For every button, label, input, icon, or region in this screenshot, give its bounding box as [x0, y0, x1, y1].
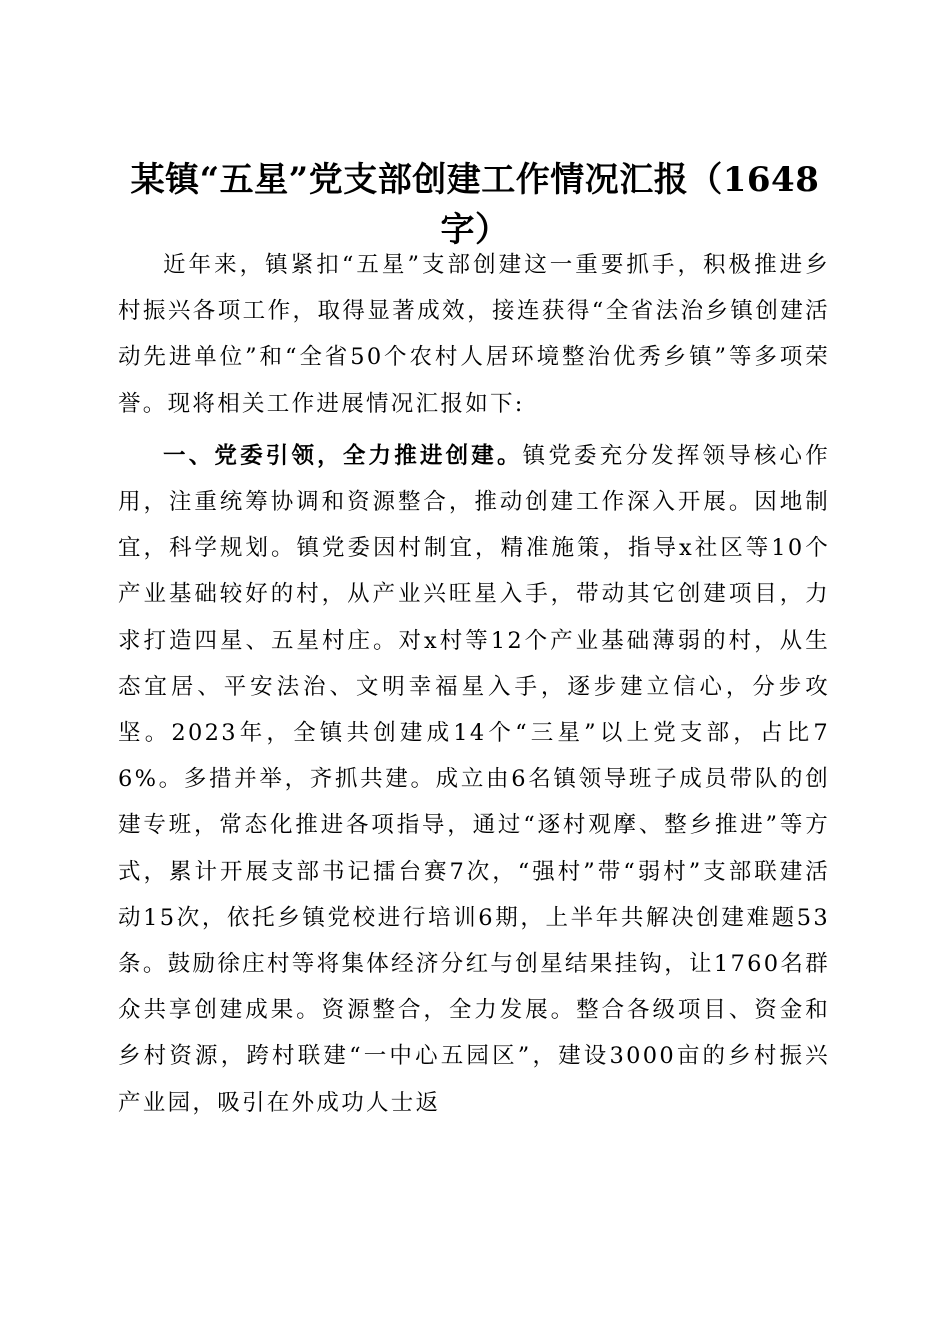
section-one-heading: 一、党委引领，全力推进创建。: [163, 442, 523, 469]
document-title: 某镇“五星”党支部创建工作情况汇报（1648字）: [130, 159, 820, 250]
intro-paragraph: [118, 242, 830, 427]
intro-text: 近年来，镇紧扣“五星”支部创建这一重要抓手，积极推进乡村振兴各项工作，取得显著成效，接连获得“全省法治乡镇创建活动先进单位”和“全省50个农村人居环境整治优秀乡镇”等多项荣誉。现将相关工作进展情况汇报如下:: [118, 252, 830, 417]
section-one-paragraph: [118, 433, 830, 1126]
document-body: [118, 242, 830, 1126]
section-one-text: 镇党委充分发挥领导核心作用，注重统筹协调和资源整合，推动创建工作深入开展。因地制宜，科学规划。镇党委因村制宜，精准施策，指导x社区等10个产业基础较好的村，从产业兴旺星入手，带动其它创建项目，力求打造四星、五星村庄。对x村等12个产业基础薄弱的村，从生态宜居、平安法治、文明幸福星入手，逐步建立信心，分步攻坚。2023年，全镇共创建成14个“三星”以上党支部，占比76%。多措并举，齐抓共建。成立由6名镇领导班子成员带队的创建专班，常态化推进各项指导，通过“逐村观摩、整乡推进”等方式，累计开展支部书记擂台赛7次，“强村”带“弱村”支部联建活动15次，依托乡镇党校进行培训6期，上半年共解决创建难题53条。鼓励徐庄村等将集体经济分红与创星结果挂钩，让1760名群众共享创建成果。资源整合，全力发展。整合各级项目、资金和乡村资源，跨村联建“一中心五园区”，建设3000亩的乡村振兴产业园，吸引在外成功人士返: [118, 442, 831, 1116]
